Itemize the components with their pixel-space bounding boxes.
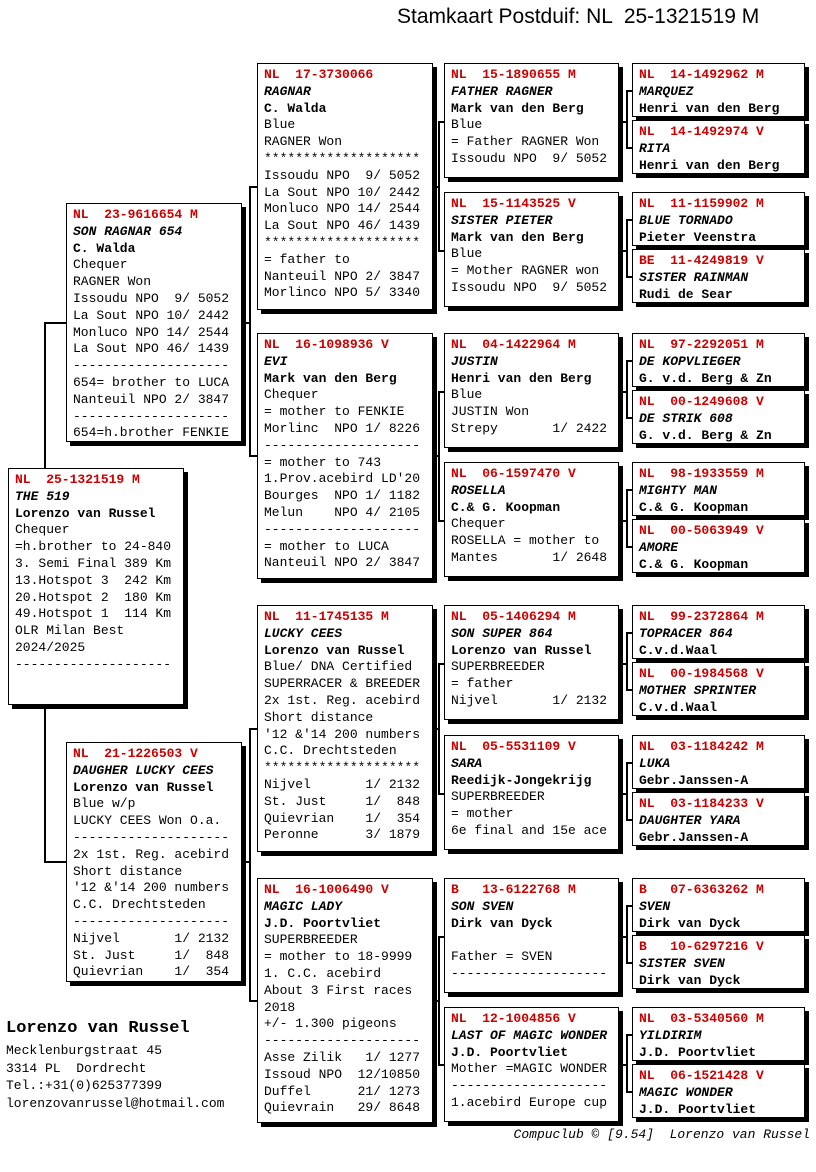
owner-city-line: 3314 PL Dordrecht	[6, 1060, 147, 1076]
fancier-name: C.& G. Koopman	[639, 556, 749, 572]
owner-email-line: lorenzovanrussel@hotmail.com	[6, 1095, 225, 1111]
connector-line	[619, 936, 626, 938]
detail-line: 2x 1st. Reg. acebird	[264, 692, 421, 708]
pedigree-box-c4b5	[632, 333, 805, 387]
pedigree-box-c4b7	[632, 462, 805, 516]
pedigree-box-c4b8	[632, 519, 805, 573]
pedigree-box-c4b2	[632, 120, 805, 174]
pigeon-name: MARQUEZ	[639, 83, 694, 99]
detail-line: Nijvel 1/ 2132	[264, 776, 421, 792]
detail-line: --------------------	[73, 408, 230, 424]
pigeon-name: DAUGHTER YARA	[639, 812, 741, 828]
fancier-name: Rudi de Sear	[639, 286, 733, 302]
detail-line: 2x 1st. Reg. acebird	[73, 846, 230, 862]
pigeon-name: RAGNAR	[264, 83, 311, 99]
detail-line: SUPERRACER & BREEDER	[264, 676, 421, 692]
detail-line: Duffel 21/ 1273	[264, 1083, 421, 1099]
connector-line	[438, 936, 440, 1064]
connector-line	[619, 391, 626, 393]
fancier-name: Mark van den Berg	[451, 100, 584, 116]
detail-line: Quievrian 1/ 354	[73, 964, 230, 980]
detail-line: = mother to LUCA	[264, 538, 389, 554]
detail-line: --------------------	[451, 1078, 608, 1094]
detail-line: OLR Milan Best	[15, 623, 125, 639]
pigeon-name: LUKA	[639, 755, 671, 771]
detail-line: --------------------	[264, 521, 421, 537]
detail-line: SUPERBREEDER	[264, 932, 358, 948]
pedigree-box-c3b8	[444, 1007, 619, 1122]
detail-line: Nijvel 1/ 2132	[73, 930, 230, 946]
pedigree-box-c2b3	[257, 605, 433, 852]
detail-line: Issoudu NPO 9/ 5052	[73, 290, 230, 306]
detail-line: Quievrain 29/ 8648	[264, 1100, 421, 1116]
ring-number: B 13-6122768 M	[451, 882, 576, 897]
fancier-name: Henri van den Berg	[639, 100, 780, 116]
detail-line: C.C. Drechtsteden	[73, 897, 206, 913]
detail-line: ********************	[264, 760, 421, 776]
detail-line: '12 &'14 200 numbers	[264, 726, 421, 742]
pigeon-name: SISTER SVEN	[639, 955, 725, 971]
pigeon-name: SON SVEN	[451, 898, 514, 914]
detail-line: LUCKY CEES Won O.a.	[73, 813, 222, 829]
pigeon-name: RITA	[639, 140, 671, 156]
ring-number: NL 25-1321519 M	[15, 472, 140, 487]
detail-line: Issoudu NPO 9/ 5052	[451, 279, 608, 295]
pedigree-box-c4b1	[632, 63, 805, 117]
detail-line: 1.acebird Europe cup	[451, 1094, 608, 1110]
connector-line	[626, 360, 628, 417]
detail-line: Mantes 1/ 2648	[451, 549, 608, 565]
detail-line: =h.brother to 24-840	[15, 539, 172, 555]
detail-line: 6e final and 15e ace	[451, 822, 608, 838]
pigeon-name: SON SUPER 864	[451, 625, 553, 641]
connector-line	[626, 762, 628, 819]
ring-number: B 07-6363262 M	[639, 882, 764, 897]
pedigree-box-c4b9	[632, 605, 805, 659]
detail-line: Chequer	[451, 516, 506, 532]
fancier-name: Dirk van Dyck	[639, 915, 741, 931]
detail-line: Blue	[264, 117, 296, 133]
ring-number: NL 00-1984568 V	[639, 666, 764, 681]
connector-line	[619, 793, 626, 795]
pigeon-name: DAUGHER LUCKY CEES	[73, 762, 214, 778]
pedigree-box-c3b7	[444, 878, 619, 993]
ring-number: NL 11-1745135 M	[264, 609, 389, 624]
pedigree-box-c4b11	[632, 735, 805, 789]
fancier-name: J.D. Poortvliet	[451, 1044, 569, 1060]
detail-line: RAGNER Won	[73, 274, 152, 290]
connector-line	[626, 1034, 628, 1091]
pigeon-name: ROSELLA	[451, 482, 506, 498]
detail-line: 2024/2025	[15, 639, 86, 655]
pedigree-box-c4b3	[632, 192, 805, 246]
fancier-name: Henri van den Berg	[451, 370, 592, 386]
fancier-name: C.& G. Koopman	[451, 499, 561, 515]
connector-line	[619, 520, 626, 522]
fancier-name: J.D. Poortvliet	[639, 1101, 757, 1117]
fancier-name: J.D. Poortvliet	[264, 915, 382, 931]
fancier-name: Lorenzo van Russel	[451, 642, 592, 658]
connector-line	[626, 90, 628, 147]
pigeon-name: AMORE	[639, 539, 679, 555]
pigeon-name: LUCKY CEES	[264, 625, 343, 641]
owner-name: Lorenzo van Russel	[6, 1019, 190, 1038]
detail-line: Short distance	[73, 863, 183, 879]
detail-line: Peronne 3/ 1879	[264, 827, 421, 843]
detail-line: Issoudu NPO 9/ 5052	[264, 167, 421, 183]
detail-line: --------------------	[15, 656, 172, 672]
detail-line: 2018	[264, 999, 296, 1015]
detail-line: --------------------	[451, 965, 608, 981]
ring-number: NL 12-1004856 V	[451, 1011, 576, 1026]
page-title: Stamkaart Postduif: NL 25-1321519 M	[397, 5, 760, 28]
detail-line: Asse Zilik 1/ 1277	[264, 1049, 421, 1065]
pigeon-name: SON RAGNAR 654	[73, 223, 183, 239]
detail-line: --------------------	[264, 437, 421, 453]
fancier-name: G. v.d. Berg & Zn	[639, 427, 772, 443]
detail-line: --------------------	[73, 829, 230, 845]
detail-line: Chequer	[15, 522, 70, 538]
detail-line: = mother to 743	[264, 454, 382, 470]
detail-line: Nanteuil NPO 2/ 3847	[264, 555, 421, 571]
pedigree-box-c4b12	[632, 792, 805, 846]
detail-line: Strepy 1/ 2422	[451, 420, 608, 436]
fancier-name: C. Walda	[264, 100, 327, 116]
detail-line: 20.Hotspot 2 180 Km	[15, 589, 172, 605]
pedigree-box-subject	[8, 468, 184, 705]
fancier-name: Mark van den Berg	[264, 370, 397, 386]
detail-line: Father = SVEN	[451, 949, 553, 965]
detail-line: 654=h.brother FENKIE	[73, 425, 230, 441]
pigeon-name: MOTHER SPRINTER	[639, 682, 757, 698]
connector-line	[249, 186, 257, 188]
ring-number: NL 03-1184233 V	[639, 796, 764, 811]
detail-line: Blue	[451, 246, 483, 262]
pedigree-box-c3b4	[444, 462, 619, 577]
connector-line	[242, 322, 249, 324]
detail-line: --------------------	[73, 358, 230, 374]
ring-number: NL 05-5531109 V	[451, 739, 576, 754]
detail-line: La Sout NPO 46/ 1439	[73, 341, 230, 357]
ring-number: B 10-6297216 V	[639, 939, 764, 954]
detail-line: Melun NPO 4/ 2105	[264, 504, 421, 520]
pedigree-box-c3b6	[444, 735, 619, 850]
connector-line	[242, 861, 249, 863]
detail-line: --------------------	[264, 1033, 421, 1049]
pedigree-box-father	[66, 203, 242, 442]
detail-line	[451, 932, 618, 949]
detail-line: 49.Hotspot 1 114 Km	[15, 606, 172, 622]
ring-number: NL 14-1492962 M	[639, 67, 764, 82]
ring-number: NL 97-2292051 M	[639, 337, 764, 352]
ring-number: NL 03-5340560 M	[639, 1011, 764, 1026]
connector-line	[438, 663, 440, 793]
ring-number: NL 00-1249608 V	[639, 394, 764, 409]
detail-line: = mother to FENKIE	[264, 404, 405, 420]
detail-line: = father to	[264, 251, 350, 267]
connector-line	[433, 455, 438, 457]
pedigree-box-c2b4	[257, 878, 433, 1123]
pedigree-box-c4b10	[632, 662, 805, 716]
pigeon-name: SISTER RAINMAN	[639, 269, 749, 285]
fancier-name: G. v.d. Berg & Zn	[639, 370, 772, 386]
pedigree-box-c3b3	[444, 333, 619, 448]
connector-line	[619, 121, 626, 123]
detail-line: 1. C.C. acebird	[264, 965, 382, 981]
fancier-name: C.& G. Koopman	[639, 499, 749, 515]
pedigree-box-mother	[66, 742, 242, 982]
pigeon-name: YILDIRIM	[639, 1027, 702, 1043]
detail-line: = mother to 18-9999	[264, 949, 413, 965]
ring-number: NL 14-1492974 V	[639, 124, 764, 139]
connector-line	[433, 1000, 438, 1002]
detail-line: C.C. Drechtsteden	[264, 743, 397, 759]
connector-line	[44, 861, 66, 863]
detail-line: ********************	[264, 150, 421, 166]
detail-line: Short distance	[264, 709, 374, 725]
pigeon-name: EVI	[264, 353, 288, 369]
ring-number: NL 17-3730066	[264, 67, 374, 82]
ring-number: NL 99-2372864 M	[639, 609, 764, 624]
detail-line: = Father RAGNER Won	[451, 134, 600, 150]
connector-line	[438, 121, 440, 250]
detail-line: Nanteuil NPO 2/ 3847	[264, 268, 421, 284]
owner-phone-line: Tel.:+31(0)625377399	[6, 1078, 163, 1093]
ring-number: BE 11-4249819 V	[639, 253, 764, 268]
owner-address-line: Mecklenburgstraat 45	[6, 1043, 163, 1058]
connector-line	[249, 455, 257, 457]
detail-line: Blue w/p	[73, 796, 136, 812]
fancier-name: C.v.d.Waal	[639, 642, 718, 658]
connector-line	[433, 728, 438, 730]
fancier-name: C. Walda	[73, 240, 136, 256]
detail-line: Quievrian 1/ 354	[264, 810, 421, 826]
detail-line: Issoud NPO 12/10850	[264, 1066, 421, 1082]
detail-line: +/- 1.300 pigeons	[264, 1016, 397, 1032]
detail-line: --------------------	[73, 913, 230, 929]
detail-line: La Sout NPO 46/ 1439	[264, 218, 421, 234]
detail-line: La Sout NPO 10/ 2442	[73, 307, 230, 323]
detail-line: = Mother RAGNER won	[451, 263, 600, 279]
connector-line	[619, 663, 626, 665]
fancier-name: Dirk van Dyck	[451, 915, 553, 931]
pigeon-name: SISTER PIETER	[451, 212, 553, 228]
fancier-name: Dirk van Dyck	[639, 972, 741, 988]
detail-line: SUPERBREEDER	[451, 659, 545, 675]
connector-line	[626, 905, 628, 962]
connector-line	[249, 728, 251, 1000]
pigeon-name: MIGHTY MAN	[639, 482, 718, 498]
detail-line: St. Just 1/ 848	[73, 947, 230, 963]
pedigree-box-c4b15	[632, 1007, 805, 1061]
ring-number: NL 05-1406294 M	[451, 609, 576, 624]
pigeon-name: SVEN	[639, 898, 671, 914]
connector-line	[626, 632, 628, 689]
connector-line	[433, 186, 438, 188]
pigeon-name: BLUE TORNADO	[639, 212, 733, 228]
connector-line	[438, 391, 440, 520]
fancier-name: Lorenzo van Russel	[264, 642, 405, 658]
ring-number: NL 06-1521428 V	[639, 1068, 764, 1083]
detail-line: Morlinc NPO 1/ 8226	[264, 420, 421, 436]
pedigree-box-c3b1	[444, 63, 619, 178]
detail-line: Blue	[451, 117, 483, 133]
fancier-name: C.v.d.Waal	[639, 699, 718, 715]
pedigree-box-c3b2	[444, 192, 619, 307]
fancier-name: Gebr.Janssen-A	[639, 829, 749, 845]
fancier-name: Gebr.Janssen-A	[639, 772, 749, 788]
pedigree-box-c4b4	[632, 249, 805, 303]
detail-line: St. Just 1/ 848	[264, 793, 421, 809]
ring-number: NL 11-1159902 M	[639, 196, 764, 211]
detail-line: Monluco NPO 14/ 2544	[73, 324, 230, 340]
owner-block	[6, 1016, 224, 1112]
detail-line: Chequer	[264, 387, 319, 403]
fancier-name: Pieter Veenstra	[639, 229, 757, 245]
detail-line: Blue	[451, 387, 483, 403]
pedigree-box-c4b16	[632, 1064, 805, 1118]
detail-line: ********************	[264, 234, 421, 250]
detail-line: = father	[451, 676, 514, 692]
detail-line: Chequer	[73, 257, 128, 273]
detail-line: Bourges NPO 1/ 1182	[264, 488, 421, 504]
ring-number: NL 15-1143525 V	[451, 196, 576, 211]
pigeon-name: JUSTIN	[451, 353, 498, 369]
detail-line: ROSELLA = mother to	[451, 533, 600, 549]
pigeon-name: SARA	[451, 755, 483, 771]
ring-number: NL 98-1933559 M	[639, 466, 764, 481]
detail-line: Mother =MAGIC WONDER	[451, 1061, 608, 1077]
fancier-name: Mark van den Berg	[451, 229, 584, 245]
detail-line: About 3 First races	[264, 982, 413, 998]
pigeon-name: DE KOPVLIEGER	[639, 353, 741, 369]
detail-line: Nijvel 1/ 2132	[451, 692, 608, 708]
pigeon-name: MAGIC WONDER	[639, 1084, 733, 1100]
ring-number: NL 16-1006490 V	[264, 882, 389, 897]
connector-line	[619, 1064, 626, 1066]
detail-line: 3. Semi Final 389 Km	[15, 555, 172, 571]
detail-line: Monluco NPO 14/ 2544	[264, 201, 421, 217]
pedigree-box-c2b2	[257, 333, 433, 579]
detail-line: Blue/ DNA Certified	[264, 659, 413, 675]
ring-number: NL 06-1597470 V	[451, 466, 576, 481]
pigeon-name: DE STRIK 608	[639, 410, 733, 426]
detail-line: = mother	[451, 806, 514, 822]
ring-number: NL 00-5063949 V	[639, 523, 764, 538]
pigeon-name: FATHER RAGNER	[451, 83, 553, 99]
detail-line: Nanteuil NPO 2/ 3847	[73, 391, 230, 407]
detail-line: 654= brother to LUCA	[73, 374, 230, 390]
pedigree-box-c4b14	[632, 935, 805, 989]
pigeon-name: LAST OF MAGIC WONDER	[451, 1027, 608, 1043]
fancier-name: Lorenzo van Russel	[73, 779, 214, 795]
ring-number: NL 03-1184242 M	[639, 739, 764, 754]
ring-number: NL 04-1422964 M	[451, 337, 576, 352]
ring-number: NL 16-1098936 V	[264, 337, 389, 352]
fancier-name: J.D. Poortvliet	[639, 1044, 757, 1060]
footer-credit: Compuclub © [9.54] Lorenzo van Russel	[513, 1127, 810, 1142]
detail-line: RAGNER Won	[264, 134, 343, 150]
pedigree-box-c2b1	[257, 63, 433, 310]
detail-line: Issoudu NPO 9/ 5052	[451, 150, 608, 166]
fancier-name: Henri van den Berg	[639, 157, 780, 173]
connector-line	[626, 219, 628, 276]
pedigree-box-c4b6	[632, 390, 805, 444]
fancier-name: Lorenzo van Russel	[15, 505, 156, 521]
detail-line: '12 &'14 200 numbers	[73, 880, 230, 896]
detail-line: Morlinco NPO 5/ 3340	[264, 285, 421, 301]
detail-line: 13.Hotspot 3 242 Km	[15, 572, 172, 588]
pigeon-name: THE 519	[15, 488, 70, 504]
ring-number: NL 21-1226503 V	[73, 746, 198, 761]
pigeon-name: MAGIC LADY	[264, 898, 343, 914]
detail-line: JUSTIN Won	[451, 404, 530, 420]
connector-line	[249, 728, 257, 730]
detail-line: La Sout NPO 10/ 2442	[264, 184, 421, 200]
connector-line	[619, 250, 626, 252]
connector-line	[626, 489, 628, 546]
fancier-name: Reedijk-Jongekrijg	[451, 772, 592, 788]
connector-line	[249, 1000, 257, 1002]
pedigree-box-c4b13	[632, 878, 805, 932]
detail-line: SUPERBREEDER	[451, 789, 545, 805]
ring-number: NL 23-9616654 M	[73, 207, 198, 222]
connector-line	[249, 186, 251, 455]
ring-number: NL 15-1890655 M	[451, 67, 576, 82]
pigeon-name: TOPRACER 864	[639, 625, 733, 641]
detail-line: 1.Prov.acebird LD'20	[264, 471, 421, 487]
pedigree-box-c3b5	[444, 605, 619, 720]
connector-line	[44, 322, 66, 324]
